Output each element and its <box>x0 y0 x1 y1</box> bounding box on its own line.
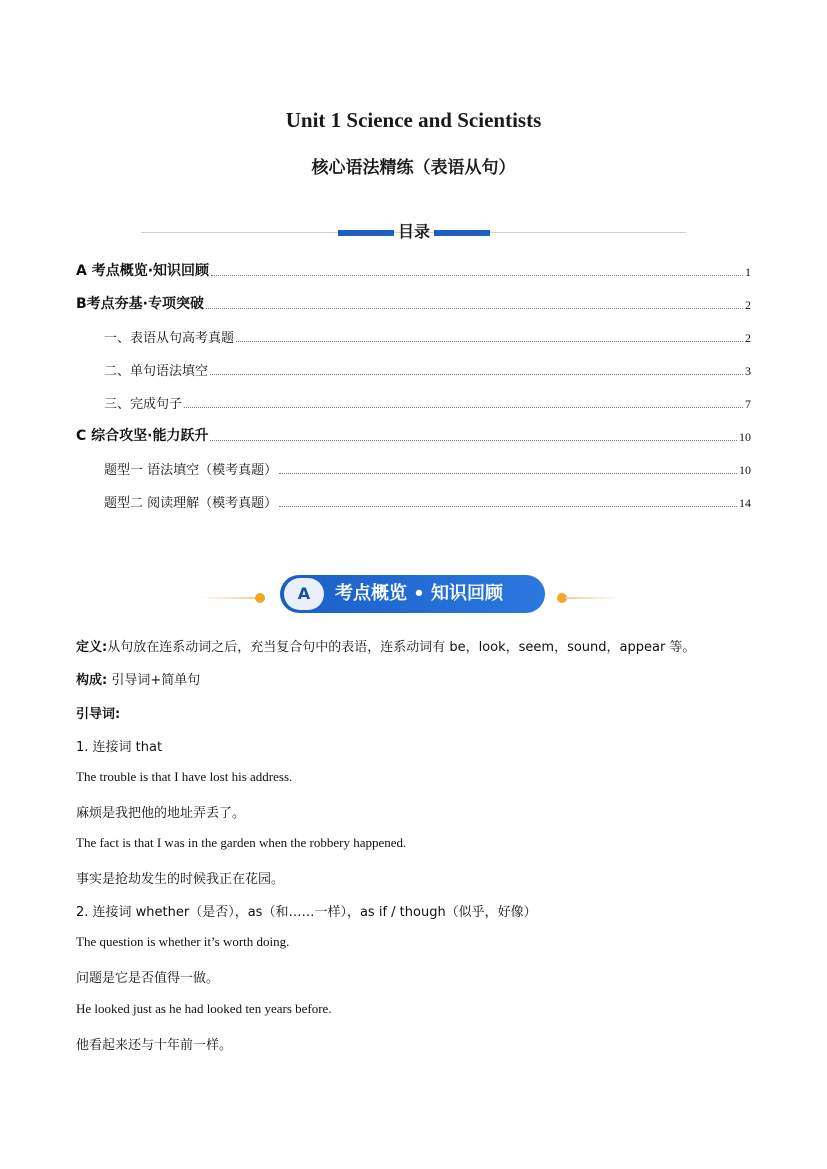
toc-entry-text: 二、单句语法填空 <box>104 364 209 379</box>
toc-entry-page: 10 <box>739 463 751 477</box>
banner-line-right <box>565 597 620 599</box>
toc-leader <box>184 406 743 408</box>
document-title: Unit 1 Science and Scientists <box>285 108 542 132</box>
toc-leader <box>236 340 743 342</box>
toc-leader <box>211 274 743 276</box>
toc-entry-text: 题型二 阅读理解（模考真题） <box>104 496 278 511</box>
toc-entry-page: 1 <box>745 265 751 279</box>
toc-entry-text: C 综合攻坚·能力跃升 <box>76 428 209 444</box>
section-banner <box>200 574 620 614</box>
structure-paragraph <box>76 669 756 688</box>
toc-entry-page: 3 <box>745 364 751 378</box>
item-1: 1. 连接词 that <box>76 740 163 755</box>
toc-entry-text: A 考点概览·知识回顾 <box>76 263 210 279</box>
toc-entry[interactable] <box>104 359 751 379</box>
toc-entry-page: 14 <box>739 496 751 510</box>
example-1-en: The trouble is that I have lost his address. <box>76 769 293 784</box>
toc-entry-page: 2 <box>745 331 751 345</box>
toc-leader <box>210 439 737 441</box>
document-subtitle: 核心语法精练（表语从句） <box>311 158 516 178</box>
banner-dot-left <box>255 593 265 603</box>
toc-entry[interactable] <box>76 260 751 280</box>
section-letter: A <box>284 578 324 610</box>
definition-label: 定义: <box>76 640 108 655</box>
toc-entry-page: 10 <box>739 430 751 444</box>
toc-entry-text: 三、完成句子 <box>104 397 183 412</box>
example-2-en: The fact is that I was in the garden when the robbery happened. <box>76 835 407 850</box>
toc-entry[interactable] <box>104 458 751 478</box>
section-title: 考点概览 • 知识回顾 <box>335 583 504 604</box>
definition-paragraph <box>76 636 756 655</box>
toc-entry-text: B考点夯基·专项突破 <box>76 296 204 312</box>
toc-header <box>141 219 686 243</box>
toc-entry-page: 7 <box>745 397 751 411</box>
example-3-zh: 问题是它是否值得一做。 <box>76 971 220 986</box>
example-4-zh: 他看起来还与十年前一样。 <box>76 1038 233 1053</box>
toc-entry[interactable] <box>104 491 751 511</box>
toc-leader <box>279 472 737 474</box>
toc-header-bar-right <box>434 230 490 236</box>
toc-leader <box>210 373 743 375</box>
example-1-zh: 麻烦是我把他的地址弄丢了。 <box>76 806 246 821</box>
toc-entry-page: 2 <box>745 298 751 312</box>
toc-label: 目录 <box>397 222 430 241</box>
banner-line-left <box>200 597 258 599</box>
definition-text: 从句放在连系动词之后，充当复合句中的表语，连系动词有 be，look，seem，sound，appear 等。 <box>107 640 696 655</box>
toc-leader <box>279 505 737 507</box>
introducers-label: 引导词: <box>76 707 121 722</box>
toc-header-bar-left <box>338 230 394 236</box>
structure-label: 构成: <box>76 673 108 688</box>
toc-entry-text: 一、表语从句高考真题 <box>104 331 235 346</box>
toc-entry[interactable] <box>104 392 751 412</box>
example-2-zh: 事实是抢劫发生的时候我正在花园。 <box>76 872 285 887</box>
toc-entry[interactable] <box>76 293 751 313</box>
structure-text: 引导词+简单句 <box>111 673 201 688</box>
example-4-en: He looked just as he had looked ten years before. <box>76 1001 332 1016</box>
toc-leader <box>206 307 743 309</box>
item-2: 2. 连接词 whether（是否），as（和……一样），as if / though（似乎，好像） <box>76 905 537 920</box>
example-3-en: The question is whether it’s worth doing. <box>76 934 290 949</box>
toc-entry[interactable] <box>104 326 751 346</box>
toc-entry[interactable] <box>76 425 751 445</box>
toc-entry-text: 题型一 语法填空（模考真题） <box>104 463 278 478</box>
